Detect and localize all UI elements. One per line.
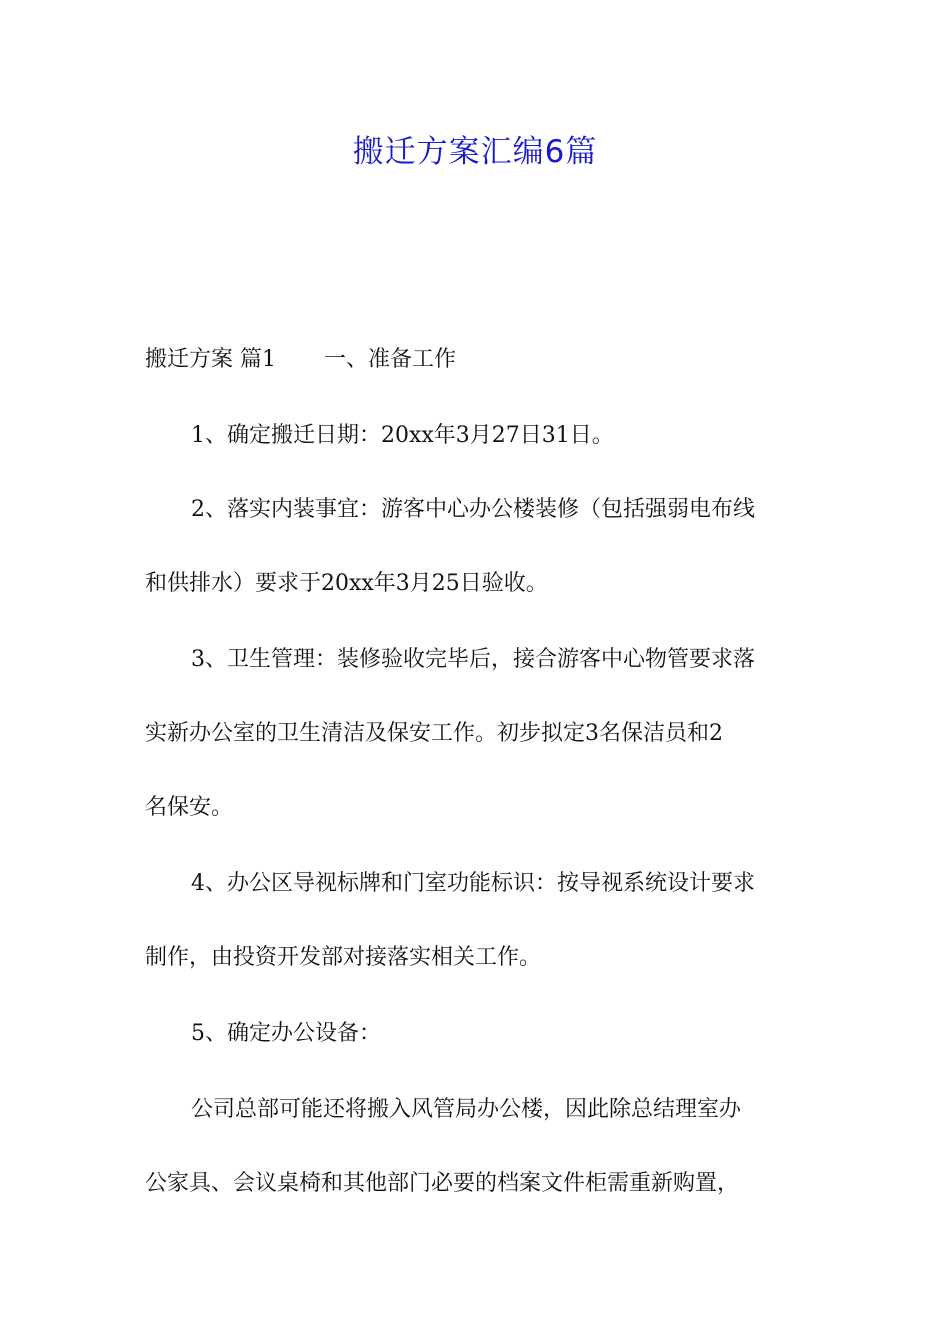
section-label: 搬迁方案 篇1 [145, 347, 276, 372]
paragraph-line: 公司总部可能还将搬入风管局办公楼，因此除总结理室办 [191, 1097, 742, 1122]
paragraph-line: 制作，由投资开发部对接落实相关工作。 [145, 945, 542, 970]
paragraph-line: 实新办公室的卫生清洁及保安工作。初步拟定3名保洁员和2 [145, 721, 723, 746]
paragraph-line: 名保安。 [145, 795, 234, 820]
paragraph-line: 3、卫生管理：装修验收完毕后，接合游客中心物管要求落 [191, 647, 755, 672]
paragraph-line: 1、确定搬迁日期：20xx年3月27日31日。 [191, 423, 614, 448]
paragraph-line: 和供排水）要求于20xx年3月25日验收。 [145, 571, 548, 596]
paragraph-line: 5、确定办公设备： [191, 1021, 381, 1046]
paragraph-line: 4、办公区导视标牌和门室功能标识：按导视系统设计要求 [191, 871, 755, 896]
document-title: 搬迁方案汇编6篇 [352, 134, 598, 170]
paragraph-line: 公家具、会议桌椅和其他部门必要的档案文件柜需重新购置， [145, 1171, 740, 1196]
part-label: 一、准备工作 [324, 347, 457, 372]
section-heading [145, 342, 815, 378]
paragraph-line: 2、落实内装事宜：游客中心办公楼装修（包括强弱电布线 [191, 497, 755, 522]
